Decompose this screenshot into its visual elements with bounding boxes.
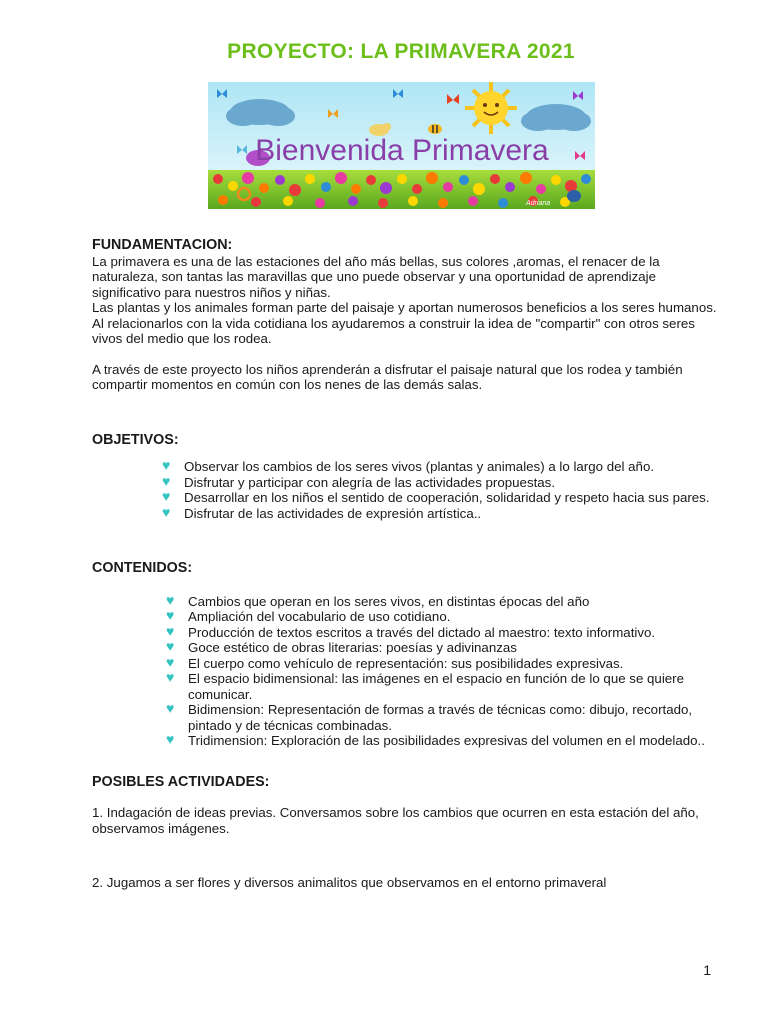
page-number: 1 [703,962,711,978]
list-item-text: Tridimension: Exploración de las posibilidades expresivas del volumen en el modelado.. [188,733,705,748]
list-item [92,733,718,749]
list-item-text: El espacio bidimensional: las imágenes en el espacio en función de lo que se quiere comunicar. [188,671,684,702]
list-item [92,503,718,522]
banner-signature: Adriana [526,200,551,207]
heart-bullet-icon: ♥ [162,457,171,473]
heart-bullet-icon: ♥ [166,622,175,639]
list-item-text: Disfrutar y participar con alegría de las actividades propuestas. [184,474,556,490]
list-item [92,653,718,672]
list-item [92,671,718,702]
list-item [92,702,718,733]
list-item [92,591,718,610]
heart-bullet-icon: ♥ [162,488,171,504]
heart-bullet-icon: ♥ [166,591,175,608]
heading-objetivos: OBJETIVOS: [92,431,179,448]
paragraph: A través de este proyecto los niños aprenderán a disfrutar el paisaje natural que los rodea y también compartir momentos en común con los nenes de las demás salas. [92,361,683,392]
heading-actividades: POSIBLES ACTIVIDADES: [92,773,270,790]
heading-fundamentacion: FUNDAMENTACION: [92,237,233,253]
list-item [92,640,718,656]
heart-bullet-icon: ♥ [162,472,171,489]
heart-bullet-icon: ♥ [166,653,175,670]
heart-bullet-icon: ♥ [166,731,175,747]
list-item [92,472,718,491]
heart-bullet-icon: ♥ [166,638,175,654]
document-title: PROYECTO: LA PRIMAVERA 2021 [227,40,575,63]
heart-bullet-icon: ♥ [166,700,175,716]
paragraph: 2. Jugamos a ser flores y diversos animalitos que observamos en el entorno primaveral [92,875,607,890]
list-item-text: El cuerpo como vehículo de representación: sus posibilidades expresivas. [188,655,624,671]
list-item [92,459,718,475]
contenidos-list [92,591,718,749]
banner-text: Bienvenida Primavera [255,134,549,167]
list-item-text: Producción de textos escritos a través del dictado al maestro: texto informativo. [188,624,656,640]
objetivos-list [92,459,718,521]
heart-bullet-icon: ♥ [166,669,175,685]
list-item-text: Cambios que operan en los seres vivos, en distintas épocas del año [188,593,590,609]
paragraph: La primavera es una de las estaciones del año más bellas, sus colores ,aromas, el renacer de la naturaleza, son tantas las maravillas que uno puede observar y una oportunidad de aprendizaje significativo para nuestros niños y niñas. [92,253,660,300]
list-item-text: Desarrollar en los niños el sentido de cooperación, solidaridad y respeto hacia sus pares. [184,490,710,505]
paragraph: Las plantas y los animales forman parte del paisaje y aportan numerosos beneficios a los seres humanos. Al relacionarlos con la vida cotidiana los ayudaremos a construir la idea de "compartir" con otros seres vivos del medio que los rodea. [92,300,717,346]
ladybug-icon [567,190,581,202]
list-item-text: Goce estético de obras literarias: poesías y adivinanzas [188,640,517,655]
list-item-text: Observar los cambios de los seres vivos (plantas y animales) a lo largo del año. [184,459,655,474]
list-item [92,490,718,506]
paragraph: 1. Indagación de ideas previas. Conversamos sobre los cambios que ocurren en esta estación del año, observamos imágenes. [92,805,699,836]
list-item [92,622,718,641]
document-body [92,238,718,891]
heading-contenidos: CONTENIDOS: [92,560,193,576]
bee-icon [428,124,442,134]
heart-bullet-icon: ♥ [166,607,175,623]
list-item [92,609,718,625]
list-item-text: Ampliación del vocabulario de uso cotidiano. [188,609,451,624]
spring-banner-image [208,82,595,209]
list-item-text: Disfrutar de las actividades de expresión artística.. [184,505,482,521]
list-item-text: Bidimension: Representación de formas a través de técnicas como: dibujo, recortado, pintado y de técnicas combinadas. [188,702,693,733]
heart-bullet-icon: ♥ [162,503,171,520]
